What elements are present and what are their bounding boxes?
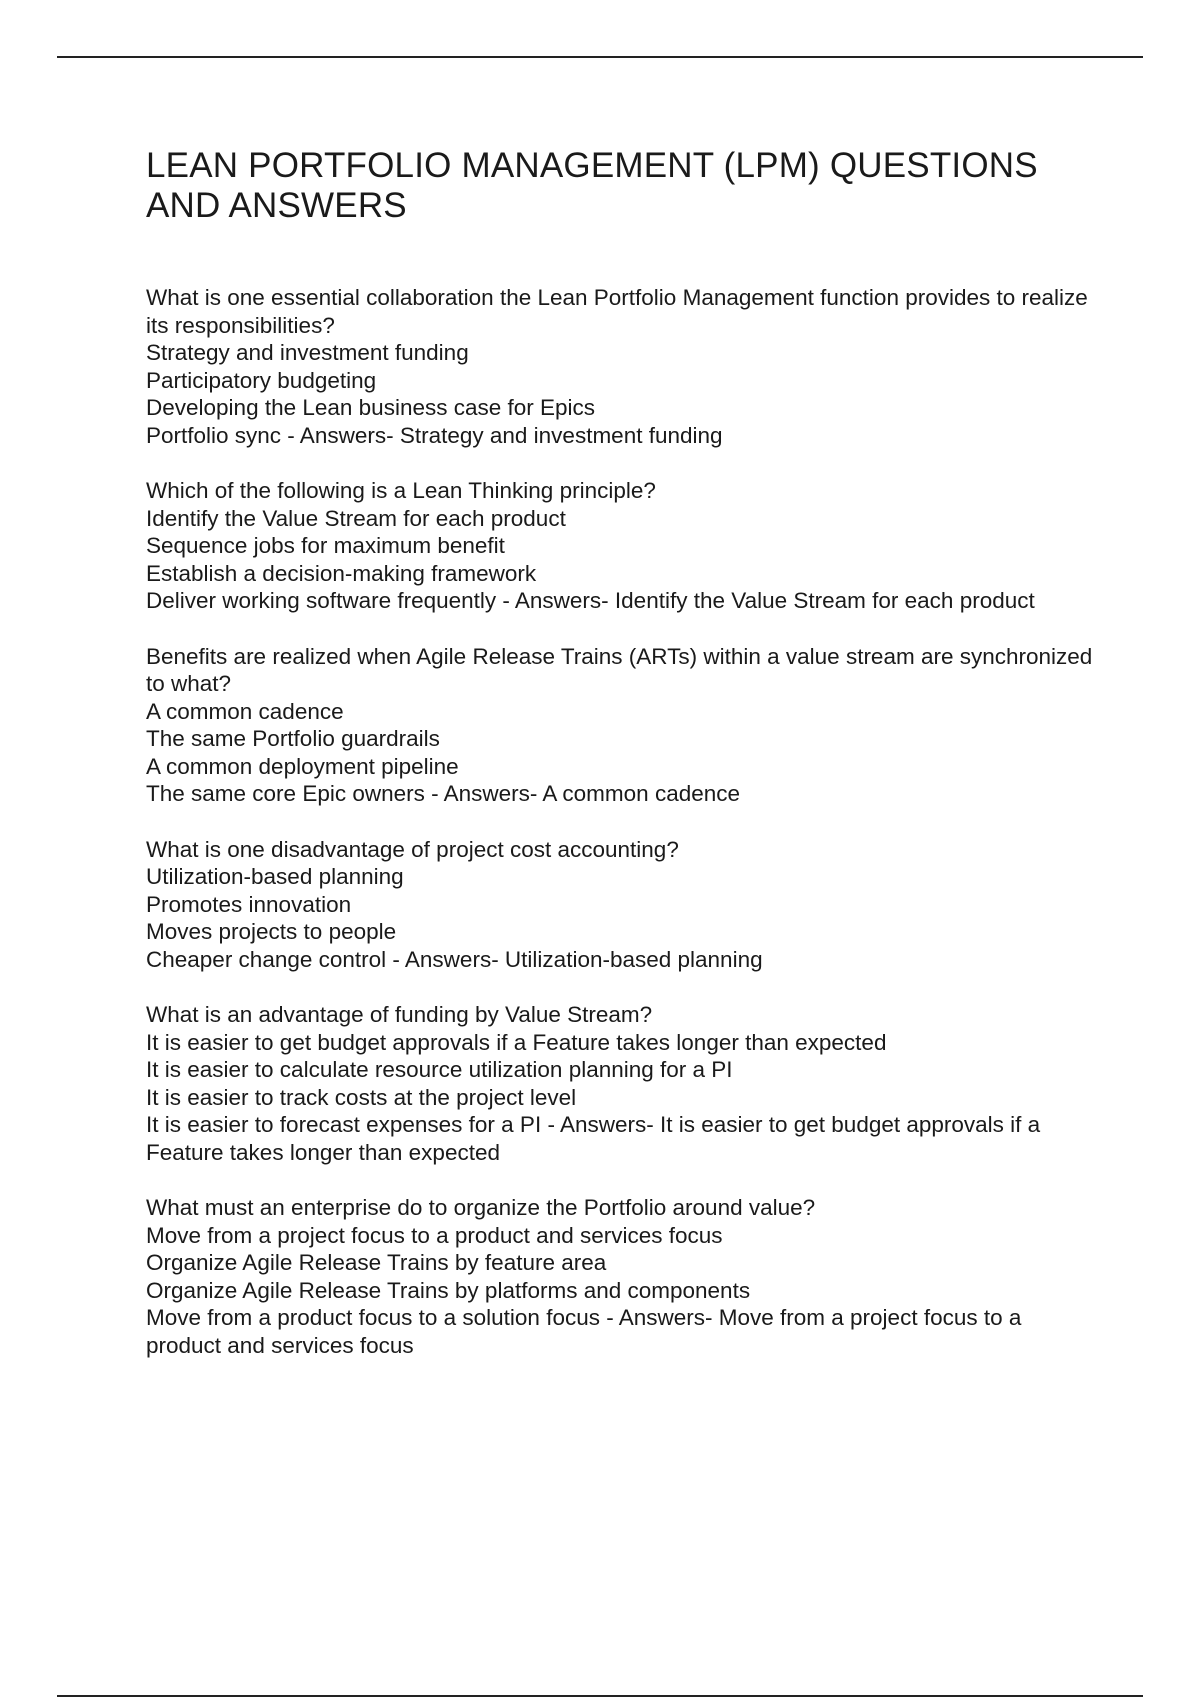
answer-option: Promotes innovation: [146, 891, 352, 917]
answer-option: Sequence jobs for maximum benefit: [146, 533, 505, 558]
answer-option: The same Portfolio guardrails: [146, 726, 440, 751]
qa-item-5: [146, 1001, 1096, 1166]
answer-option: A common deployment pipeline: [146, 753, 459, 779]
answer-option: Identify the Value Stream for each product: [146, 505, 566, 531]
answer-option: It is easier to track costs at the project level: [146, 1084, 577, 1110]
answer-option: Organize Agile Release Trains by feature area: [146, 1250, 607, 1275]
answer-option: Strategy and investment funding: [146, 340, 469, 365]
qa-item-1: [146, 284, 1096, 449]
answer-option: Moves projects to people: [146, 919, 397, 944]
answer-option: Developing the Lean business case for Epics: [146, 395, 596, 420]
answer-option: It is easier to calculate resource utilization planning for a PI: [146, 1057, 733, 1082]
answer-option: Portfolio sync - Answers- Strategy and investment funding: [146, 422, 723, 448]
qa-item-3: [146, 643, 1096, 808]
qa-item-2: [146, 477, 1096, 615]
answer-option: Move from a product focus to a solution focus - Answers- Move from a project focus to a product and services focus: [146, 1305, 1022, 1358]
document-title: LEAN PORTFOLIO MANAGEMENT (LPM) QUESTIONS AND ANSWERS: [146, 146, 1038, 225]
answer-option: Cheaper change control - Answers- Utilization-based planning: [146, 946, 763, 972]
answer-option: It is easier to get budget approvals if a Feature takes longer than expected: [146, 1029, 887, 1055]
answer-option: Establish a decision-making framework: [146, 560, 537, 586]
answer-option: It is easier to forecast expenses for a PI - Answers- It is easier to get budget approvals if a Feature takes longer than expected: [146, 1112, 1041, 1165]
answer-option: A common cadence: [146, 698, 344, 724]
answer-option: Move from a project focus to a product and services focus: [146, 1222, 723, 1248]
answer-option: Organize Agile Release Trains by platforms and components: [146, 1277, 751, 1303]
answer-option: Utilization-based planning: [146, 864, 404, 889]
question-text: What is one essential collaboration the Lean Portfolio Management function provides to realize its responsibilities?: [146, 285, 1088, 338]
answer-option: The same core Epic owners - Answers- A common cadence: [146, 781, 741, 806]
question-text: What must an enterprise do to organize the Portfolio around value?: [146, 1195, 816, 1220]
bottom-divider: [57, 1695, 1143, 1697]
document-body: [146, 146, 1096, 1387]
question-text: What is an advantage of funding by Value Stream?: [146, 1002, 653, 1027]
question-text: Benefits are realized when Agile Release Trains (ARTs) within a value stream are synchronized to what?: [146, 643, 1093, 696]
qa-item-4: [146, 836, 1096, 974]
top-divider: [57, 56, 1143, 58]
answer-option: Deliver working software frequently - Answers- Identify the Value Stream for each product: [146, 588, 1035, 613]
answer-option: Participatory budgeting: [146, 367, 377, 393]
qa-item-6: [146, 1194, 1096, 1359]
question-text: Which of the following is a Lean Thinking principle?: [146, 478, 656, 503]
question-text: What is one disadvantage of project cost accounting?: [146, 836, 679, 862]
